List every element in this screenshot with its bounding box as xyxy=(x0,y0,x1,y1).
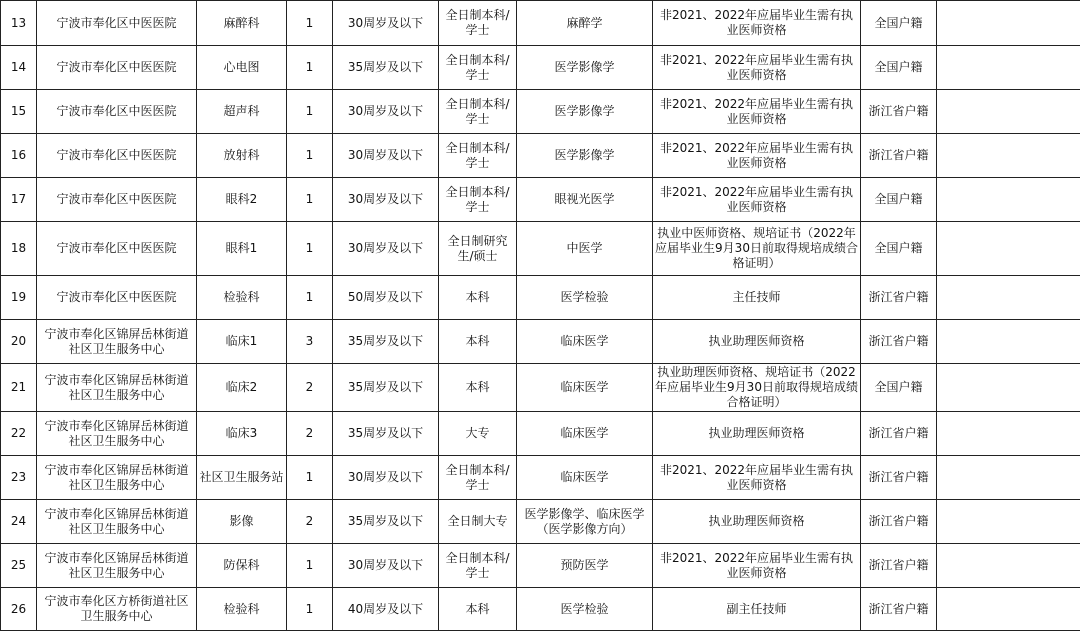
cell-major: 医学检验 xyxy=(517,276,653,320)
cell-major: 预防医学 xyxy=(517,544,653,588)
cell-note xyxy=(937,222,1080,276)
cell-age: 30周岁及以下 xyxy=(333,456,439,500)
cell-requirement: 非2021、2022年应届毕业生需有执业医师资格 xyxy=(653,90,861,134)
cell-hukou: 浙江省户籍 xyxy=(861,588,937,631)
cell-age: 35周岁及以下 xyxy=(333,320,439,364)
cell-no: 17 xyxy=(1,178,37,222)
cell-no: 24 xyxy=(1,500,37,544)
cell-count: 1 xyxy=(287,90,333,134)
cell-hukou: 浙江省户籍 xyxy=(861,90,937,134)
cell-education: 全日制本科/学士 xyxy=(439,134,517,178)
table-row xyxy=(1,134,1080,178)
cell-hukou: 浙江省户籍 xyxy=(861,456,937,500)
cell-major: 中医学 xyxy=(517,222,653,276)
cell-requirement: 非2021、2022年应届毕业生需有执业医师资格 xyxy=(653,456,861,500)
cell-hukou: 全国户籍 xyxy=(861,364,937,412)
cell-no: 13 xyxy=(1,1,37,46)
cell-education: 本科 xyxy=(439,364,517,412)
cell-hukou: 浙江省户籍 xyxy=(861,500,937,544)
cell-education: 大专 xyxy=(439,412,517,456)
cell-requirement: 执业助理医师资格、规培证书（2022年应届毕业生9月30日前取得规培成绩合格证明） xyxy=(653,364,861,412)
cell-no: 15 xyxy=(1,90,37,134)
cell-post: 超声科 xyxy=(197,90,287,134)
cell-education: 全日制本科/学士 xyxy=(439,456,517,500)
cell-major: 临床医学 xyxy=(517,364,653,412)
cell-education: 本科 xyxy=(439,276,517,320)
cell-requirement: 执业助理医师资格 xyxy=(653,500,861,544)
cell-no: 21 xyxy=(1,364,37,412)
cell-note xyxy=(937,456,1080,500)
cell-unit: 宁波市奉化区中医医院 xyxy=(37,134,197,178)
cell-major: 医学检验 xyxy=(517,588,653,631)
cell-note xyxy=(937,46,1080,90)
cell-age: 35周岁及以下 xyxy=(333,46,439,90)
cell-education: 全日制本科/学士 xyxy=(439,46,517,90)
cell-requirement: 执业助理医师资格 xyxy=(653,320,861,364)
cell-note xyxy=(937,134,1080,178)
cell-count: 2 xyxy=(287,500,333,544)
cell-major: 医学影像学 xyxy=(517,134,653,178)
cell-education: 本科 xyxy=(439,320,517,364)
table-row xyxy=(1,1,1080,46)
cell-age: 30周岁及以下 xyxy=(333,134,439,178)
cell-post: 防保科 xyxy=(197,544,287,588)
cell-age: 30周岁及以下 xyxy=(333,544,439,588)
cell-unit: 宁波市奉化区锦屏岳林街道社区卫生服务中心 xyxy=(37,364,197,412)
cell-hukou: 全国户籍 xyxy=(861,222,937,276)
cell-major: 临床医学 xyxy=(517,456,653,500)
cell-requirement: 非2021、2022年应届毕业生需有执业医师资格 xyxy=(653,46,861,90)
cell-major: 医学影像学 xyxy=(517,46,653,90)
cell-note xyxy=(937,178,1080,222)
cell-no: 26 xyxy=(1,588,37,631)
cell-no: 25 xyxy=(1,544,37,588)
table-row xyxy=(1,412,1080,456)
cell-major: 临床医学 xyxy=(517,412,653,456)
cell-education: 全日制本科/学士 xyxy=(439,90,517,134)
cell-age: 30周岁及以下 xyxy=(333,1,439,46)
cell-education: 全日制本科/学士 xyxy=(439,544,517,588)
cell-age: 35周岁及以下 xyxy=(333,364,439,412)
cell-unit: 宁波市奉化区方桥街道社区卫生服务中心 xyxy=(37,588,197,631)
cell-requirement: 主任技师 xyxy=(653,276,861,320)
cell-requirement: 非2021、2022年应届毕业生需有执业医师资格 xyxy=(653,134,861,178)
cell-hukou: 浙江省户籍 xyxy=(861,320,937,364)
cell-count: 2 xyxy=(287,412,333,456)
cell-note xyxy=(937,544,1080,588)
cell-major: 麻醉学 xyxy=(517,1,653,46)
cell-major: 临床医学 xyxy=(517,320,653,364)
cell-age: 50周岁及以下 xyxy=(333,276,439,320)
table-row xyxy=(1,364,1080,412)
cell-count: 1 xyxy=(287,456,333,500)
cell-no: 14 xyxy=(1,46,37,90)
cell-hukou: 全国户籍 xyxy=(861,46,937,90)
cell-education: 全日制本科/学士 xyxy=(439,178,517,222)
cell-age: 30周岁及以下 xyxy=(333,90,439,134)
cell-hukou: 浙江省户籍 xyxy=(861,412,937,456)
cell-unit: 宁波市奉化区中医医院 xyxy=(37,46,197,90)
table-row xyxy=(1,456,1080,500)
cell-note xyxy=(937,412,1080,456)
cell-note xyxy=(937,588,1080,631)
cell-post: 影像 xyxy=(197,500,287,544)
cell-post: 临床1 xyxy=(197,320,287,364)
cell-unit: 宁波市奉化区锦屏岳林街道社区卫生服务中心 xyxy=(37,456,197,500)
cell-hukou: 全国户籍 xyxy=(861,1,937,46)
cell-count: 2 xyxy=(287,364,333,412)
cell-unit: 宁波市奉化区锦屏岳林街道社区卫生服务中心 xyxy=(37,412,197,456)
table-row xyxy=(1,588,1080,631)
table-row xyxy=(1,46,1080,90)
cell-count: 3 xyxy=(287,320,333,364)
table-row xyxy=(1,544,1080,588)
cell-unit: 宁波市奉化区中医医院 xyxy=(37,178,197,222)
cell-major: 医学影像学 xyxy=(517,90,653,134)
cell-count: 1 xyxy=(287,178,333,222)
cell-hukou: 浙江省户籍 xyxy=(861,134,937,178)
cell-count: 1 xyxy=(287,544,333,588)
cell-count: 1 xyxy=(287,222,333,276)
cell-no: 16 xyxy=(1,134,37,178)
cell-age: 35周岁及以下 xyxy=(333,412,439,456)
cell-count: 1 xyxy=(287,588,333,631)
cell-note xyxy=(937,1,1080,46)
cell-no: 18 xyxy=(1,222,37,276)
cell-unit: 宁波市奉化区中医医院 xyxy=(37,276,197,320)
cell-hukou: 浙江省户籍 xyxy=(861,544,937,588)
cell-age: 30周岁及以下 xyxy=(333,222,439,276)
cell-major: 眼视光医学 xyxy=(517,178,653,222)
cell-requirement: 非2021、2022年应届毕业生需有执业医师资格 xyxy=(653,544,861,588)
cell-unit: 宁波市奉化区中医医院 xyxy=(37,1,197,46)
cell-post: 心电图 xyxy=(197,46,287,90)
cell-post: 检验科 xyxy=(197,588,287,631)
cell-no: 20 xyxy=(1,320,37,364)
cell-post: 临床2 xyxy=(197,364,287,412)
cell-note xyxy=(937,276,1080,320)
cell-major: 医学影像学、临床医学（医学影像方向） xyxy=(517,500,653,544)
cell-hukou: 全国户籍 xyxy=(861,178,937,222)
cell-count: 1 xyxy=(287,1,333,46)
cell-note xyxy=(937,90,1080,134)
cell-post: 检验科 xyxy=(197,276,287,320)
table-row xyxy=(1,276,1080,320)
cell-unit: 宁波市奉化区中医医院 xyxy=(37,90,197,134)
table-row xyxy=(1,320,1080,364)
cell-post: 眼科1 xyxy=(197,222,287,276)
cell-requirement: 副主任技师 xyxy=(653,588,861,631)
cell-education: 本科 xyxy=(439,588,517,631)
cell-requirement: 非2021、2022年应届毕业生需有执业医师资格 xyxy=(653,1,861,46)
cell-requirement: 执业助理医师资格 xyxy=(653,412,861,456)
cell-no: 19 xyxy=(1,276,37,320)
cell-age: 35周岁及以下 xyxy=(333,500,439,544)
cell-count: 1 xyxy=(287,46,333,90)
table-row xyxy=(1,222,1080,276)
table-row xyxy=(1,500,1080,544)
cell-age: 40周岁及以下 xyxy=(333,588,439,631)
cell-requirement: 非2021、2022年应届毕业生需有执业医师资格 xyxy=(653,178,861,222)
cell-hukou: 浙江省户籍 xyxy=(861,276,937,320)
cell-education: 全日制研究生/硕士 xyxy=(439,222,517,276)
cell-unit: 宁波市奉化区锦屏岳林街道社区卫生服务中心 xyxy=(37,320,197,364)
table-row xyxy=(1,90,1080,134)
cell-unit: 宁波市奉化区锦屏岳林街道社区卫生服务中心 xyxy=(37,544,197,588)
cell-note xyxy=(937,320,1080,364)
cell-post: 放射科 xyxy=(197,134,287,178)
cell-note xyxy=(937,500,1080,544)
cell-requirement: 执业中医师资格、规培证书（2022年应届毕业生9月30日前取得规培成绩合格证明） xyxy=(653,222,861,276)
cell-count: 1 xyxy=(287,134,333,178)
cell-note xyxy=(937,364,1080,412)
cell-unit: 宁波市奉化区中医医院 xyxy=(37,222,197,276)
cell-education: 全日制本科/学士 xyxy=(439,1,517,46)
cell-post: 社区卫生服务站 xyxy=(197,456,287,500)
cell-age: 30周岁及以下 xyxy=(333,178,439,222)
cell-count: 1 xyxy=(287,276,333,320)
cell-post: 眼科2 xyxy=(197,178,287,222)
cell-post: 麻醉科 xyxy=(197,1,287,46)
cell-unit: 宁波市奉化区锦屏岳林街道社区卫生服务中心 xyxy=(37,500,197,544)
cell-post: 临床3 xyxy=(197,412,287,456)
cell-education: 全日制大专 xyxy=(439,500,517,544)
cell-no: 23 xyxy=(1,456,37,500)
cell-no: 22 xyxy=(1,412,37,456)
table-row xyxy=(1,178,1080,222)
